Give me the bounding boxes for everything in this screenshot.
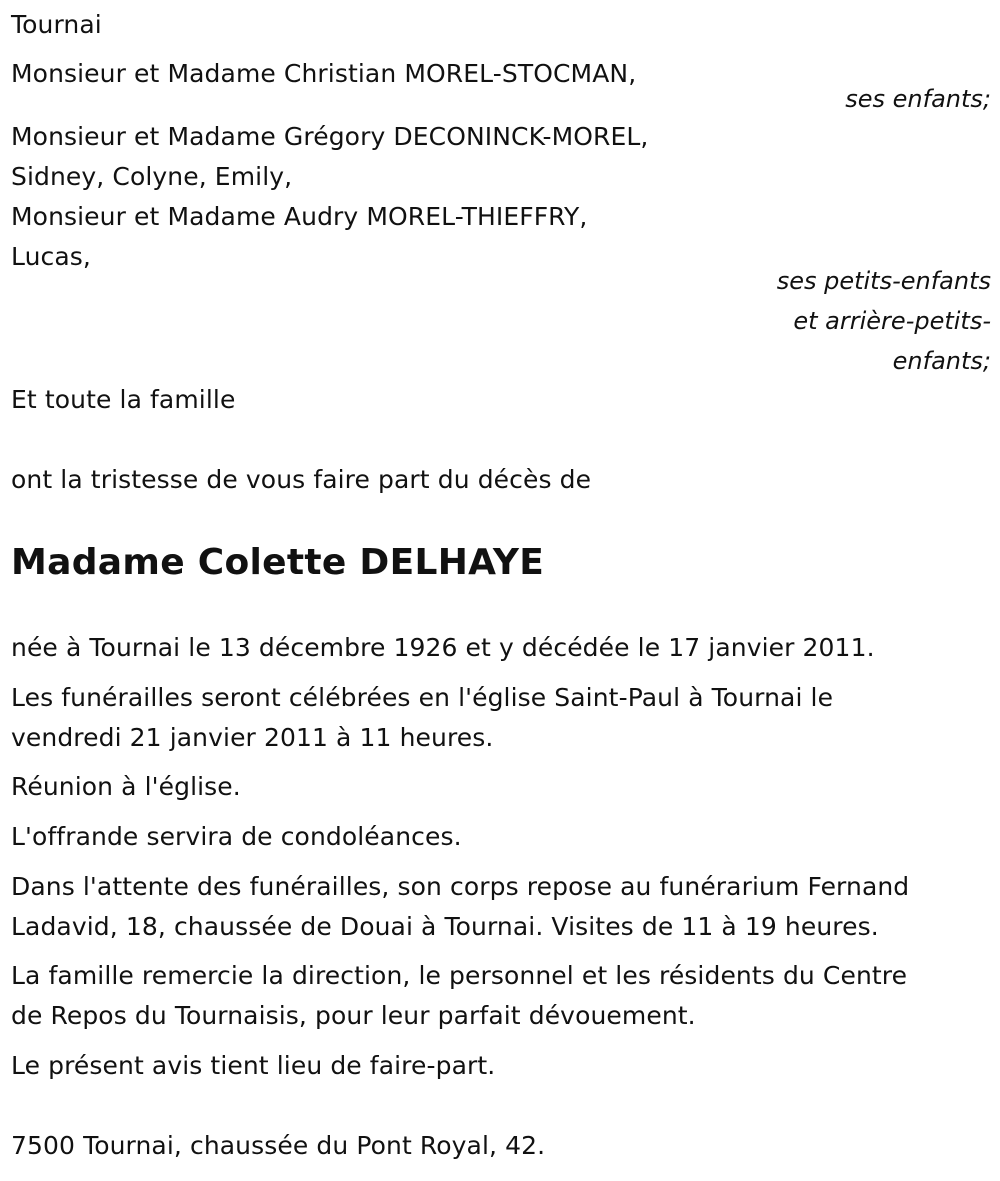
notice-line: Le présent avis tient lieu de faire-part.	[11, 1051, 496, 1080]
meeting-line: Réunion à l'église.	[11, 772, 241, 801]
deceased-name: Madame Colette DELHAYE	[11, 542, 545, 583]
children-line: Monsieur et Madame Christian MOREL-STOCMAN,	[11, 59, 637, 88]
repose-line-2: Ladavid, 18, chaussée de Douai à Tournai. Visites de 11 à 19 heures.	[11, 912, 879, 941]
thanks-line-1: La famille remercie la direction, le personnel et les résidents du Centre	[11, 961, 908, 990]
whole-family: Et toute la famille	[11, 385, 236, 414]
grandchildren-label-2: et arrière-petits-	[793, 307, 991, 335]
grandchildren-label-3: enfants;	[892, 347, 991, 375]
funeral-line-2: vendredi 21 janvier 2011 à 11 heures.	[11, 723, 494, 752]
grandchildren-line-3: Monsieur et Madame Audry MOREL-THIEFFRY,	[11, 202, 588, 231]
grandchildren-label-1: ses petits-enfants	[776, 267, 991, 295]
header-city: Tournai	[11, 10, 102, 39]
announcement-intro: ont la tristesse de vous faire part du décès de	[11, 465, 592, 494]
grandchildren-line-1: Monsieur et Madame Grégory DECONINCK-MOREL,	[11, 122, 649, 151]
birth-death-line: née à Tournai le 13 décembre 1926 et y décédée le 17 janvier 2011.	[11, 633, 875, 662]
grandchildren-line-4: Lucas,	[11, 242, 91, 271]
offering-line: L'offrande servira de condoléances.	[11, 822, 462, 851]
funeral-line-1: Les funérailles seront célébrées en l'église Saint-Paul à Tournai le	[11, 683, 834, 712]
footer-address: 7500 Tournai, chaussée du Pont Royal, 42.	[11, 1131, 546, 1160]
repose-line-1: Dans l'attente des funérailles, son corps repose au funérarium Fernand	[11, 872, 910, 901]
grandchildren-line-2: Sidney, Colyne, Emily,	[11, 162, 293, 191]
thanks-line-2: de Repos du Tournaisis, pour leur parfait dévouement.	[11, 1001, 696, 1030]
children-label: ses enfants;	[845, 85, 991, 113]
